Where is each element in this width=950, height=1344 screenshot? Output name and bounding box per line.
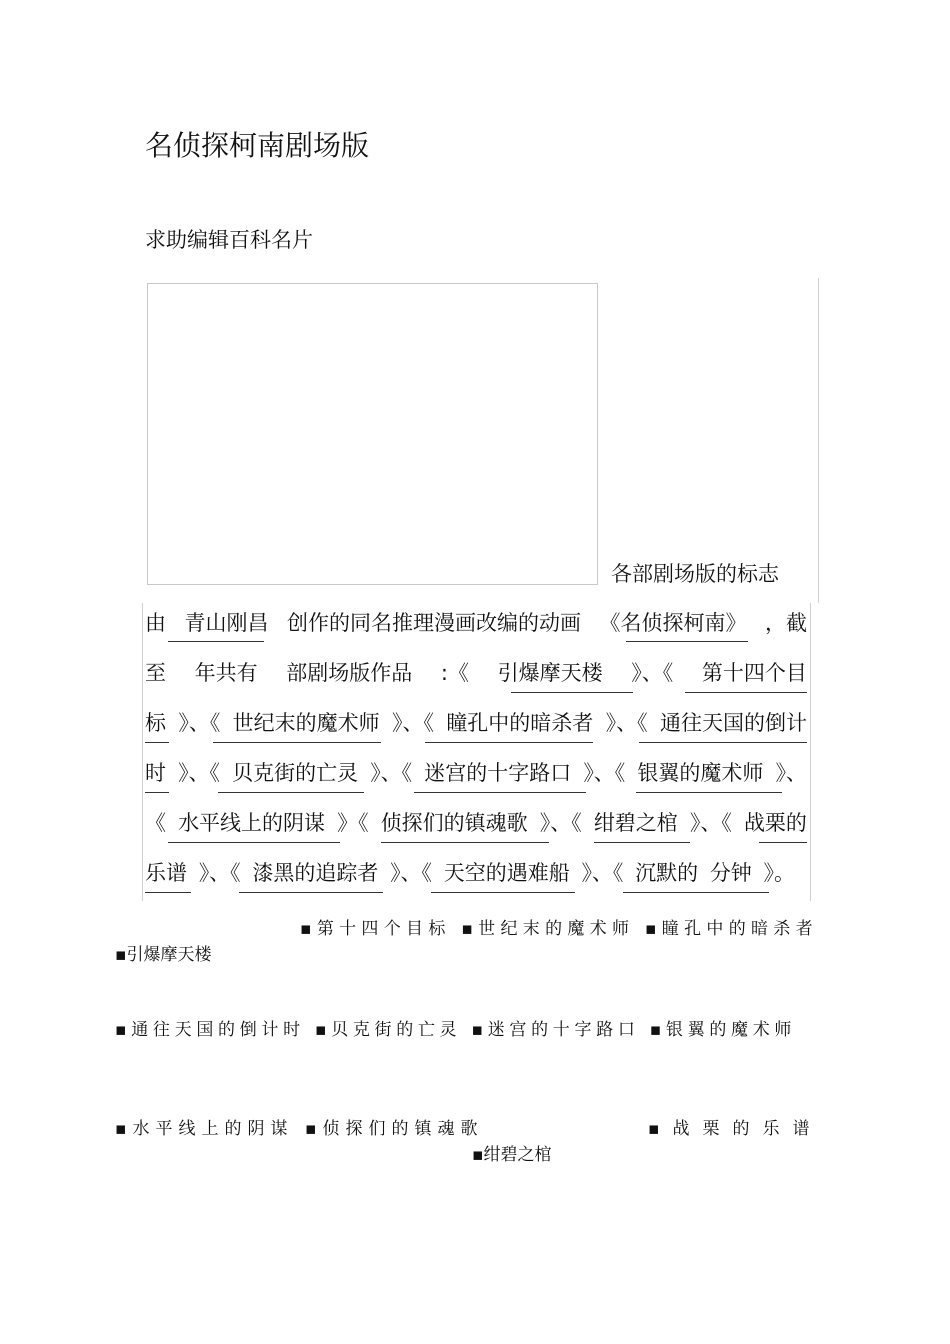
movie-link[interactable]: 水平线上的阴谋 xyxy=(178,811,326,835)
movie-link[interactable]: 绀碧之棺 xyxy=(593,811,678,835)
movie-list-item[interactable]: ▪瞳孔中的暗杀者 xyxy=(644,919,818,939)
text-segment: 至 xyxy=(145,661,166,685)
movie-list-item[interactable]: ▪绀碧之棺 xyxy=(472,1145,552,1165)
link-underline xyxy=(145,792,169,793)
movie-link[interactable]: 战栗的 xyxy=(743,811,807,835)
text-segment: ，截 xyxy=(765,611,807,635)
movie-link[interactable]: 通往天国的倒计 xyxy=(659,711,807,735)
text-segment: 》、《 xyxy=(178,761,221,785)
edit-card-heading[interactable]: 求助编辑百科名片 xyxy=(145,228,313,252)
text-segment: 》、《 xyxy=(539,811,582,835)
link-underline xyxy=(414,792,586,793)
movie-link[interactable]: 漆黑的追踪者 xyxy=(252,861,379,885)
text-segment: 》、《 xyxy=(689,811,732,835)
text-segment: 》、《 xyxy=(583,761,626,785)
link-underline xyxy=(759,842,807,843)
text-segment: 部剧场版作品 xyxy=(286,661,413,685)
link-underline xyxy=(381,842,549,843)
link-underline xyxy=(168,842,340,843)
link-underline xyxy=(511,692,633,693)
movie-list-row xyxy=(472,1140,552,1165)
page-title: 名侦探柯南剧场版 xyxy=(145,129,370,162)
movie-list-item[interactable]: ▪侦探们的镇魂歌 xyxy=(304,1119,484,1139)
text-segment: 》、《 xyxy=(178,711,221,735)
text-segment: 》、《 xyxy=(631,661,674,685)
intro-line xyxy=(145,753,807,793)
movie-list-item[interactable]: ▪水平线上的阴谋 xyxy=(115,1119,294,1139)
card-right-border xyxy=(818,278,819,603)
text-segment: 》、《 xyxy=(605,711,648,735)
movie-link[interactable]: 天空的遇难船 xyxy=(443,861,570,885)
movie-list-row xyxy=(300,914,818,939)
link-underline xyxy=(636,792,782,793)
movie-list-row xyxy=(115,940,212,965)
text-segment: 》、《 xyxy=(390,861,433,885)
movie-link[interactable]: 标 xyxy=(145,711,166,735)
movie-link[interactable]: 沉默的 xyxy=(635,861,699,885)
text-left-border xyxy=(142,603,143,901)
text-segment: 》、《 xyxy=(581,861,624,885)
text-segment: 》、《 xyxy=(391,711,434,735)
text-segment: 》。 xyxy=(763,861,795,885)
link-underline xyxy=(239,892,383,893)
movie-list-item[interactable]: ▪迷宫的十字路口 xyxy=(471,1020,640,1040)
link-underline xyxy=(425,742,593,743)
movie-link[interactable]: 迷宫的十字路口 xyxy=(424,761,572,785)
text-segment: 》、《 xyxy=(370,761,413,785)
movie-link[interactable]: 银翼的魔术师 xyxy=(637,761,764,785)
movie-list-item[interactable]: ▪贝克街的亡灵 xyxy=(314,1020,462,1040)
movie-list-item[interactable]: ▪银翼的魔术师 xyxy=(649,1020,797,1040)
link-underline xyxy=(213,742,381,743)
text-segment: 》、《 xyxy=(198,861,241,885)
link-underline xyxy=(639,742,807,743)
link-underline xyxy=(623,892,769,893)
intro-line xyxy=(145,803,807,843)
intro-line xyxy=(145,603,807,643)
image-caption: 各部剧场版的标志 xyxy=(611,562,779,586)
intro-line xyxy=(145,853,795,893)
logos-image xyxy=(147,283,598,585)
link-underline xyxy=(431,892,575,893)
text-segment: 创作的同名推理漫画改编的动画 xyxy=(287,611,581,635)
series-link[interactable]: 《名侦探柯南》 xyxy=(599,611,747,635)
link-underline xyxy=(218,792,364,793)
text-segment: 年共有 xyxy=(194,661,258,685)
movie-link[interactable]: 时 xyxy=(145,761,166,785)
text-segment: 》《 xyxy=(337,811,369,835)
movie-link[interactable]: 乐谱 xyxy=(145,861,187,885)
link-underline xyxy=(145,742,169,743)
intro-line xyxy=(145,653,807,693)
movie-link[interactable]: 贝克街的亡灵 xyxy=(232,761,359,785)
text-segment: :《 xyxy=(440,661,469,685)
movie-link[interactable]: 分钟 xyxy=(709,861,752,885)
intro-line xyxy=(145,703,807,743)
link-underline xyxy=(594,842,690,843)
movie-list-item[interactable]: ▪引爆摩天楼 xyxy=(115,945,212,965)
link-underline xyxy=(168,641,264,642)
text-segment: 《 xyxy=(145,811,166,835)
movie-list-row xyxy=(648,1114,823,1139)
movie-link[interactable]: 世纪末的魔术师 xyxy=(232,711,380,735)
link-underline xyxy=(626,641,748,642)
movie-link[interactable]: 瞳孔中的暗杀者 xyxy=(446,711,594,735)
movie-list-item[interactable]: ▪世纪末的魔术师 xyxy=(461,919,635,939)
link-underline xyxy=(145,892,191,893)
movie-list-row xyxy=(115,1114,483,1139)
movie-link[interactable]: 侦探们的镇魂歌 xyxy=(380,811,528,835)
link-underline xyxy=(685,692,807,693)
movie-list-row xyxy=(115,1015,796,1040)
movie-list-item[interactable]: ▪第十四个目标 xyxy=(300,919,451,939)
text-segment: 》、 xyxy=(775,761,807,785)
text-segment: 由 xyxy=(145,611,166,635)
movie-list-item[interactable]: ▪通往天国的倒计时 xyxy=(115,1020,305,1040)
author-link[interactable]: 青山刚昌 xyxy=(184,611,269,635)
movie-list-item[interactable]: ▪战栗的乐谱 xyxy=(648,1119,823,1139)
text-right-border xyxy=(810,603,811,901)
movie-link[interactable]: 引爆摩天楼 xyxy=(497,661,603,685)
movie-link[interactable]: 第十四个目 xyxy=(701,661,807,685)
